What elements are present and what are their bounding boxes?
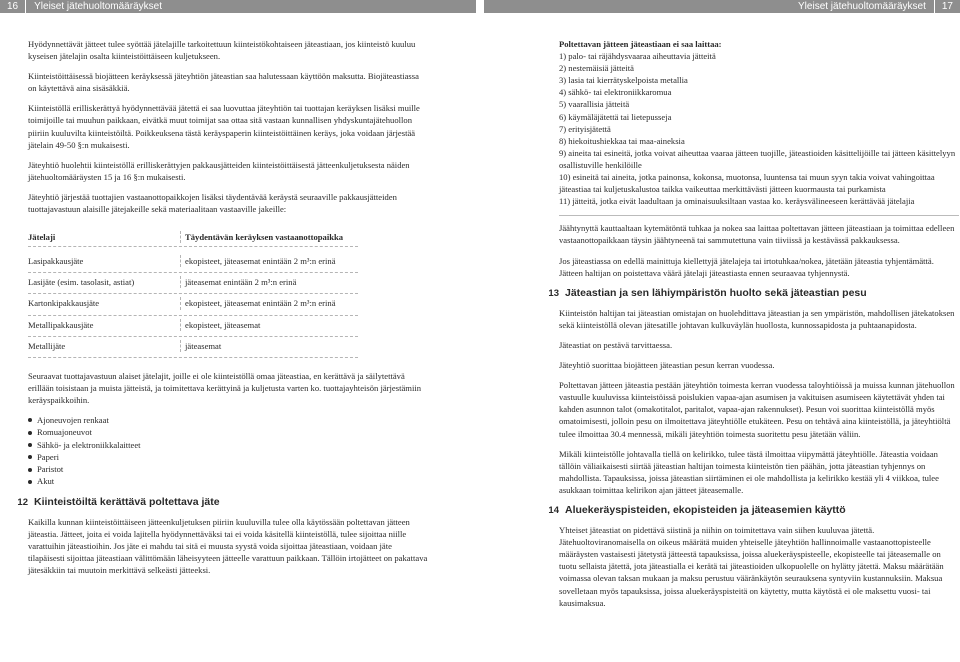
section-number: 14 [548,505,559,516]
list-item: Ajoneuvojen renkaat [28,414,428,426]
list-item: 4) sähkö- tai elektroniikkaromua [559,87,672,98]
list-item: 2) nestemäisiä jätteitä [559,63,634,74]
list-item: 6) käymäläjätettä tai lietepusseja [559,111,672,122]
paragraph: Yhteiset jäteastiat on pidettävä siistinä ja niihin on toimitettava vain siihen kuuluvaa jätettä. Jätehuoltoviranomaisella on oikeus määrätä muiden yhteiselle jäteyhtiön hallinnoimalle vastaanottopisteelle määräysten vastaisesti jätetystä jätteestä tapauksissa, joissa aluekeräyspisteelle, ekopisteelle tai jäteasemalle on tuotu sellaista jätettä, jota jäteastialla ei kerätä tai jäteastioiden ulkopuolelle on hylätty jätettä. Maksu määrätään voimassa olevan taksan mukaan ja maksu perustuu vääränkäytön seurauksena syntyviin kustannuksiin. Maksua sovelletaan myös tapauksissa, joissa aluekeräyspisteitä on käytetty, mutta käytöstä ei ole maksettu vuosi- tai kausimaksua. [559,525,944,608]
left-header-title: Yleiset jätehuoltomääräykset [34,1,162,12]
paragraph: Jäteyhtiö huolehtii kiinteistöllä erilliskerättyjen pakkausjätteiden kiinteistöittäisestä jätteenkuljetuksesta näiden jätehuoltomääräysten 15 ja 16 §:n mukaisesti. [28,159,410,182]
paragraph: Poltettavan jätteen jäteastia pestään jäteyhtiön toimesta kerran vuodessa taloyhtiöissä ja muissa kunnan jätehuollon vastuulle kuuluvissa kiinteistöissä poislukien vapaa-ajan asumisen ja vakituisen asumiseen käytettävät yhden tai kahden asunnon talot (omakotitalot, paritalot, vapaa-ajan rakennukset). Pesun voi suorittaa kiinteistöllä myös omatoimisesti, jolloin pesu on ilmoitettava jäteyhtiölle etukäteen. Pesu on tehtävä aina kiinteistöllä, ja jäteyhtiöltä tulee ilmoittaa 30.4 mennessä, mikäli jäteyhtiön toimesta suoritettu pesu jätetään väliin. [559,380,955,439]
section-title: Kiinteistöiltä kerättävä poltettava jäte [34,495,220,508]
table-row [28,316,358,337]
paragraph: Mikäli kiinteistölle johtavalla tiellä on kelirikko, tulee tästä ilmoittaa viipymättä jäteyhtiölle. Jäteastia voidaan tällöin väliaikaisesti siirtää jäteastian haltijan toimesta kiinteistön tien päähän, jotta jäteastian tyhjennys on mahdollista. Tapauksissa, joissa jäteastian siirtäminen ei ole mahdollista ja kelirikko kestää yli 4 viikkoa, tulee asukkaan toimittaa kelirikon ajan jätteet jäteasemalle. [559,448,939,495]
section-number: 12 [17,496,28,508]
waste-type-table [28,231,358,358]
paragraph: Jos jäteastiassa on edellä mainittuja kiellettyjä jätelajeja tai irtotuhkaa/nokea, jätetään jäteastia tyhjentämättä. Jätteen haltijan on poistettava väärä jätelaji jäteastiasta ennen seuraavaa tyhjennystä. [559,255,934,278]
left-page-column [17,38,428,584]
table-cell: jäteasemat enintään 2 m³:n erinä [185,277,297,288]
paragraph: Jäteyhtiö järjestää tuottajien vastaanottopaikkojen lisäksi täydentävää keräystä seuraaville pakkausjätteiden tuottajavastuun alaisille jätejakeille sekä materiaalitaan vastaaville jakeille: [28,191,397,215]
bullet-list [28,414,428,488]
table-header-cell: Täydentävän keräyksen vastaanottopaikka [185,232,344,243]
list-item: 1) palo- tai räjähdysvaaraa aiheuttavia jätteitä [559,51,716,62]
section-title: Jäteastian ja sen lähiympäristön huolto sekä jäteastian pesu [565,286,867,299]
section-heading-12 [0,496,428,509]
section-heading-13 [525,287,959,300]
paragraph: Kaikilla kunnan kiinteistöittäiseen jätteenkuljetuksen piiriin kuuluvilla tulee olla käytössään poltettavan jätteen jäteastia. Jätteet, joita ei voida lajitella hyödynnettäväksi tai ei voida käsitellä kiinteistöllä, tulee sijoittaa niille varattuihin jäteastioihin. Jos jäte ei mahdu tai sitä ei muusta syystä voida sijoittaa jäteastiaan, voidaan jäte tilapäisesti sijoittaa jäteastiaan välittömään läheisyyteen jätteelle varattuun paikkaan. Tällöin irtojätteet on pakattava jätesäkkiin tai muutoin merkittävä selkeästi jätteeksi. [28,516,428,576]
paragraph: Kiinteistöittäisessä biojätteen keräyksessä jäteyhtiön jäteastian saa halutessaan käyttöön maksutta. Biojäteastiassa on käytettävä aina sisäsäkkiä. [28,71,419,94]
list-item: 5) vaarallisia jätteitä [559,99,630,110]
table-cell: Kartonkipakkausjäte [28,297,181,309]
divider [559,215,959,216]
table-row [28,273,358,294]
left-page-header [0,0,476,13]
section-number: 13 [548,287,559,299]
list-item: Paperi [28,451,428,463]
list-item: Sähkö- ja elektroniikkalaitteet [28,439,428,451]
list-item: Romuajoneuvot [28,426,428,438]
right-page-number: 17 [934,0,960,13]
paragraph: Jäteyhtiö suorittaa biojätteen jäteastian pesun kerran vuodessa. [559,360,775,371]
prohibited-waste-list [559,50,959,207]
paragraph: Hyödynnettävät jätteet tulee syöttää jätelajille tarkoitettuun kiinteistökohtaiseen jäteastiaan, jos kiinteistö kuuluu kyseisen jätelajin osalta kiinteistöittäiseen kuljetukseen. [28,39,416,62]
table-cell: ekopisteet, jäteasemat enintään 2 m³:n erinä [185,256,336,267]
list-item: 9) aineita tai esineitä, jotka voivat aiheuttaa vaaraa jätteen tuojille, jäteastioiden käsittelijöille tai jätteen käsittelyyn osallistuville henkilöille [559,147,956,170]
list-item: Akut [28,475,428,487]
table-cell: ekopisteet, jäteasemat enintään 2 m³:n erinä [185,298,336,309]
section-heading-14 [525,504,959,517]
right-page-header [484,0,960,13]
table-row [28,294,358,315]
section-title: Aluekeräyspisteiden, ekopisteiden ja jäteasemien käyttö [565,504,846,516]
paragraph: Jäähtynyttä kauttaaltaan kytemätöntä tuhkaa ja nokea saa laittaa poltettavan jätteen jäteastiaan ja toimittaa edelleen vastaanottopaikkaan täysin jäähtyneenä tai sammutettuna vain tiiviissä ja kestävässä pakkauksessa. [559,223,955,246]
table-cell: jäteasemat [185,340,222,351]
table-header-cell: Jätelaji [28,231,181,243]
paragraph: Kiinteistön haltijan tai jäteastian omistajan on huolehdittava jäteastian ja sen ympäristön, mahdollisen jätekatoksen sekä kiinteistöllä olevan jätesatille johtavan kulkuväylän huollosta, kunnossapidosta ja puhtaanapidosta. [559,307,955,330]
table-cell: Lasijäte (esim. tasolasit, astiat) [28,276,181,288]
list-item: 8) hiekoitushiekkaa tai maa-aineksia [559,135,685,146]
list-item: Paristot [28,463,428,475]
right-page-column [548,38,959,617]
table-row [28,337,358,358]
list-item: 7) erityisjätettä [559,123,611,134]
left-page-number: 16 [0,0,26,13]
table-cell: ekopisteet, jäteasemat [185,319,261,330]
right-header-title: Yleiset jätehuoltomääräykset [798,1,926,12]
paragraph: Seuraavat tuottajavastuun alaiset jätelajit, joille ei ole kiinteistöllä omaa jäteastiaa, en kerättävä ja säilytettävä erillään toisistaan ja muista jätteistä, ja toimitettava kerättyinä ja kuljetusta varten ko. tuottajayhteisön järjestämiin keräyspaikkoihin. [28,370,422,405]
table-cell: Lasipakkausjäte [28,255,181,267]
list-intro: Poltettavan jätteen jäteastiaan ei saa laittaa: [559,39,722,49]
table-header-row [28,231,358,247]
table-cell: Metallijäte [28,340,181,352]
list-item: 10) esineitä tai aineita, jotka painonsa, kokonsa, muotonsa, luuntensa tai muun syyn takia voivat vahingoittaa jäteastiaa tai kuljetuskalustoa taikka vaikeuttaa merkittävästi jätteen kuormausta tai purkamista [559,172,935,195]
table-row [28,252,358,273]
paragraph: Jäteastiat on pestävä tarvittaessa. [559,339,673,350]
list-item: 11) jätteitä, jotka eivät laadultaan ja ominaisuuksiltaan vastaa ko. keräysvälineeseen kerättävää jätelajia [559,196,915,207]
paragraph: Kiinteistöllä erilliskerättyä hyödynnettävää jätettä ei saa luovuttaa jäteyhtiön tai tuottajan keräyksen lisäksi muille toimijoille tai muuhun paikkaan, eivätkä muut toimijat saa ottaa sitä vastaan kunnallisen yhdyskuntajätehuollon piiriin kuuluvilta kiinteistöiltä. Poikkeuksena tästä keräyspaperin kiinteistöittäinen keräys, joka voidaan järjestää jätelain 49-50 §:n mukaisesti. [28,103,420,150]
table-cell: Metallipakkausjäte [28,319,181,331]
list-item: 3) lasia tai kierrätyskelpoista metallia [559,75,688,86]
